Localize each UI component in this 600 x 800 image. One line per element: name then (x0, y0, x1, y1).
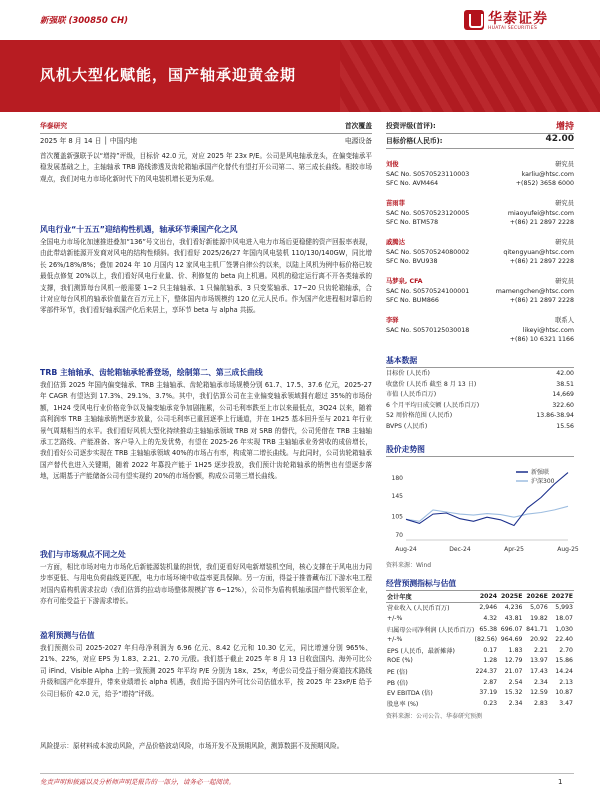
y-tick-label: 145 (391, 492, 403, 500)
table-cell: 15.32 (504, 689, 523, 697)
basic-data-label: 52 周价格范围 (人民币) (386, 412, 453, 419)
table-cell: 4,236 (504, 604, 523, 612)
table-cell: 归属母公司净利润 (人民币百万) (387, 626, 475, 634)
table-cell: (82.56) (474, 636, 498, 644)
table-cell: EPS (人民币，最新摊薄) (387, 647, 455, 655)
table-cell: 2.54 (508, 678, 523, 686)
table-cell: 841.71 (526, 625, 548, 633)
table-cell: 1,030 (555, 625, 573, 633)
table-cell: 696.07 (500, 625, 523, 633)
section-text-1: 全国电力市场化加速推进叠加“136”号文出台，我们看好新能源中风电进入电力市场后更稳健的资产回报率表现，由此带动新能源开发商对风电的结构性倾斜。我们看好 2025/26/27 年国内风电装机 110/130/140GW，同比增长 26%/18%/8%；叠加 2024 年 10 月国内 12 家风电主机厂签署自律公约以来，以陆上风机为例中标价格已较最低点修复 20%以上，我们看好风电行业量、价、利修复的 beta 向上机遇。风机的稳定运行离不开各类轴承的支撑，我们测算每台风机一般需要 1~2 只主轴轴承、1 只偏航轴承、3 只变桨轴承、17~20 只齿轮箱轴承，合计对应每台风机的轴承价值量在百万元上下，整体国内市场规模约 120 亿元人民币。作为国产化进程相对靠后的零部件环节，我们看好轴承国产化后来居上，享环节 beta 与 alpha 共振。 (40, 238, 372, 315)
basic-data-row (386, 422, 574, 433)
x-tick-label: Aug-25 (557, 546, 579, 553)
table-cell: 964.69 (500, 636, 523, 644)
table-row (386, 677, 574, 688)
logo-mark-icon (464, 10, 484, 30)
analyst-email: mamengchen@htsc.com (495, 287, 574, 295)
table-cell: 股息率 (%) (387, 700, 419, 708)
analyst-email: qitengyuan@htsc.com (503, 248, 574, 256)
analyst-phone: +(86) 21 2897 2228 (509, 297, 574, 304)
table-header-cell: 会计年度 (386, 591, 472, 602)
table-cell: 0.23 (483, 699, 498, 707)
basic-data-row (386, 401, 574, 412)
x-tick-label: Aug-24 (395, 546, 417, 553)
table-row (386, 698, 574, 709)
table-header-row (386, 591, 574, 602)
table-cell: 1.83 (508, 646, 523, 654)
footer-divider (40, 773, 574, 774)
basic-data-table (386, 369, 574, 432)
table-cell: 2.87 (483, 678, 498, 686)
section-text-4: 我们预测公司 2025-2027 年归母净利润为 6.96 亿元、8.42 亿元和 10.30 亿元，同比增速分别 965%、21%、22%，对应 EPS 为 1.83、2.21、2.70 元/股。我们基于截止 2025 年 8 月 13 日收盘国内、海外可比公司 iFind、Visible Alpha 上的一致预测 2025 年平均 P/E 分别为 18x、25x，考虑公司受益于细分赛道技术路线升级和国产化率提升，带来业绩增长 alpha 机遇，我们给予国内外可比公司估值水平，按 2025 年 23xP/E 给予公司目标价 42.0 元，给予“增持”评级。 (40, 644, 372, 698)
target-label: 目标价格(人民币): (386, 137, 443, 145)
chart-title: 股价走势图 (386, 445, 425, 454)
analyst-sac: SAC No. S0570524080002 (386, 248, 470, 256)
table-cell: +/-% (387, 614, 403, 622)
table-cell: EV EBITDA (倍) (387, 690, 433, 698)
analyst-sfc: SFC No. BVU938 (386, 258, 438, 265)
section-heading-4: 盈利预测与估值 (40, 631, 95, 640)
table-header-cell: 2026E (523, 591, 548, 602)
basic-data-row (386, 380, 574, 391)
basic-data-label: 市值 (人民币百万) (386, 391, 437, 398)
sector-label: 电源设备 (344, 137, 372, 145)
divider (386, 456, 574, 457)
chart-source: 资料来源：Wind (386, 562, 432, 569)
analyst-sac: SAC No. S0570523110003 (386, 170, 470, 178)
analyst-role: 研究员 (555, 278, 574, 285)
x-tick-label: Apr-25 (504, 546, 524, 553)
analyst-name: 李驿 (386, 317, 399, 324)
forecast-table (386, 591, 574, 709)
table-cell: PE (倍) (387, 668, 408, 676)
basic-data-value: 13.86-38.94 (536, 412, 574, 419)
table-cell: 15.86 (555, 657, 573, 665)
analyst-role: 研究员 (555, 161, 574, 168)
table-cell: 2.83 (534, 699, 548, 707)
table-cell: 5,993 (555, 604, 573, 612)
analyst-phone: +(86) 10 6321 1166 (509, 336, 574, 343)
table-row (386, 645, 574, 656)
table-cell: 43.81 (504, 614, 523, 622)
stock-code: 新强联 (300850 CH) (40, 16, 129, 26)
basic-data-value: 14,669 (552, 391, 574, 398)
table-cell: 37.19 (479, 689, 498, 697)
table-cell: 3.47 (559, 699, 573, 707)
table-cell: 0.17 (483, 646, 498, 654)
table-cell: 2,946 (479, 604, 498, 612)
analyst-phone: +(852) 3658 6000 (515, 180, 574, 187)
table-header-cell: 2025E (498, 591, 523, 602)
basic-data-row (386, 411, 574, 422)
huatai-logo (464, 8, 574, 36)
x-tick-label: Dec-24 (449, 546, 471, 553)
analyst-sac: SAC No. S0570523120005 (386, 209, 470, 217)
footer-disclaimer: 免责声明和披露以及分析师声明是报告的一部分，请务必一起阅读。 (40, 778, 235, 786)
brand-name-cn: 华泰证券 (488, 11, 548, 27)
table-cell: 22.40 (555, 636, 573, 644)
basic-data-value: 38.51 (556, 380, 574, 388)
rating-value: 增持 (555, 122, 574, 132)
basic-data-value: 15.56 (556, 422, 574, 430)
analyst-card (386, 199, 574, 238)
y-tick-label: 105 (391, 513, 403, 521)
table-cell: 13.97 (530, 657, 548, 665)
brand-name-en: HUATAI SECURITIES (488, 26, 538, 31)
table-cell: ROE (%) (387, 657, 413, 665)
analyst-sfc: SFC No. BUM866 (386, 297, 439, 304)
analyst-sac: SAC No. S0570524100001 (386, 287, 470, 295)
research-label: 华泰研究 (40, 122, 68, 130)
basic-data-row (386, 390, 574, 401)
analyst-role: 联系人 (555, 317, 574, 324)
table-cell: 10.87 (555, 689, 573, 697)
basic-data-title: 基本数据 (386, 356, 418, 365)
analyst-card (386, 160, 574, 199)
analyst-sfc: SFC No. BTM578 (386, 219, 439, 226)
target-price: 42.00 (545, 134, 574, 144)
basic-data-label: BVPS (人民币) (386, 422, 428, 430)
report-title: 风机大型化赋能，国产轴承迎黄金期 (40, 66, 297, 84)
table-header-cell: 2027E (549, 591, 574, 602)
table-cell: 14.24 (555, 667, 573, 675)
basic-data-row (386, 369, 574, 380)
forecast-source: 资料来源：公司公告、华泰研究预测 (386, 713, 483, 720)
table-cell: 65.38 (479, 625, 498, 633)
section-heading-2: TRB 主轴轴承、齿轮箱轴承轮番登场，绘制第二、第三成长曲线 (40, 368, 263, 377)
analyst-email: karliu@htsc.com (521, 170, 574, 178)
divider (386, 367, 574, 368)
table-row (386, 666, 574, 677)
section-text-3: 一方面，相比市场对电力市场化后新能源装机量的担忧，我们更看好风电新增装机空间，核心支撑在于风电出力同步率更低、与用电负荷曲线更匹配，电力市场环境中收益率更具保障。另一方面，得益于推普藏布江下游水电工程对国内盾构机需求拉动（我们估算约拉动市场整体规模扩容 6~12%），公司作为盾构机轴承国产替代领军企业，亦有可能受益于下游需求增长。 (40, 563, 372, 606)
analyst-name: 马梦泉, CFA (386, 278, 423, 285)
divider (40, 133, 372, 134)
y-tick-label: 70 (395, 531, 403, 539)
section-heading-1: 风电行业“十五五”迎结构性机遇，轴承环节乘国产化之风 (40, 225, 238, 234)
legend-label: 沪深300 (531, 478, 555, 485)
y-tick-label: 180 (391, 474, 403, 482)
coverage-label: 首次覆盖 (344, 122, 372, 130)
table-cell: 2.21 (534, 646, 548, 654)
table-cell: +/-% (387, 636, 403, 644)
analyst-role: 研究员 (555, 200, 574, 207)
analyst-phone: +(86) 21 2897 2228 (509, 219, 574, 226)
stock-price-chart (386, 458, 579, 556)
basic-data-label: 收盘价 (人民币 截至 8 月 13 日) (386, 380, 477, 388)
table-cell: 12.79 (504, 657, 523, 665)
table-cell: 12.59 (530, 689, 548, 697)
table-cell: 19.82 (530, 614, 548, 622)
table-cell: 2.34 (508, 699, 523, 707)
table-cell: 5,076 (530, 604, 548, 612)
table-cell: 224.37 (475, 667, 498, 675)
section-text-2: 我们估算 2025 年国内偏变轴承、TRB 主轴轴承、齿轮箱轴承市场规模分别 61.7、17.5、37.6 亿元，2025-27 年 CAGR 有望达到 17.3%、29.1%、3.7%。其中，我们估算公司在主业偏变轴承领域拥有超过 35%的市场份额，1H24 受风电行业价格竞争以及偏变轴承竞争加剧拖累，公司毛利率跌至上市以来最低点，3Q24 以来，随着高利润率 TRB 主轴轴承销售逐步放量，公司毛利率已重回逐季上行通道，并在 1H25 基本回升至与 2021 年行业景气周期相当的水平。我们看好风机大型化持续推动主轴轴承领域 TRB 对 SRB 的替代，公司凭借在 TRB 主轴轴承工艺路线、产能准备、客户导入上的先发优势，有望在 2025-26 年实现 TRB 主轴轴承业务营收的成倍增长，我们看好公司逐步实现在 TRB 主轴轴承领域 40%的市场占有率，构成第二增长曲线。与此同时，公司齿轮箱轴承国产替代也进入关键期，随着 2022 年募投产能于 1H25 逐步投放，我们预计齿轮箱轴承的销售也有望逐步落地，远期基于产能储备公司有望实现约 20%的市场份额，构成公司第三增长曲线。 (40, 381, 372, 481)
table-cell: 1.28 (483, 657, 498, 665)
table-cell: PB (倍) (387, 679, 408, 687)
basic-data-label: 6 个月平均日成交额 (人民币百万) (386, 401, 480, 409)
basic-data-value: 322.60 (552, 401, 574, 409)
table-row (386, 613, 574, 624)
forecast-title: 经营预测指标与估值 (386, 579, 457, 588)
analyst-email: miaoyufei@htsc.com (507, 209, 574, 217)
table-cell: 4.32 (483, 614, 498, 622)
table-cell: 2.70 (559, 646, 573, 654)
table-cell: 18.07 (555, 614, 573, 622)
analyst-sfc: SFC No. AVM464 (386, 180, 439, 187)
analyst-sac: SAC No. S0570125030018 (386, 326, 470, 334)
table-row (386, 624, 574, 635)
table-cell: 2.13 (559, 678, 573, 686)
section-heading-3: 我们与市场观点不同之处 (40, 550, 126, 559)
divider (386, 148, 574, 149)
rating-label: 投资评级(首评): (386, 122, 436, 130)
table-cell: 2.34 (534, 678, 548, 686)
analyst-phone: +(86) 21 2897 2228 (509, 258, 574, 265)
table-row (386, 634, 574, 645)
basic-data-value: 42.00 (556, 370, 574, 377)
risk-note: 风险提示：原材料成本波动风险，产品价格波动风险，市场开发不及预期风险，测算数据不及预期风险。 (40, 742, 344, 750)
table-header-cell: 2024 (472, 591, 498, 602)
table-row (386, 656, 574, 667)
table-cell: 20.92 (530, 636, 548, 644)
table-cell: 营业收入 (人民币百万) (387, 605, 450, 613)
intro-paragraph: 首次覆盖新强联予以“增持”评级，目标价 42.0 元，对应 2025 年 23x P/E。公司是风电轴承龙头，在偏变轴承平稳发展基础之上，主轴轴承 TRB 路线渗透及齿轮箱轴承国产化替代有望打开公司第二、第三成长曲线。相较市场观点，我们对电力市场化新时代下的风电装机增长更为乐观。 (40, 152, 372, 183)
analyst-name: 苗雨菲 (386, 200, 405, 207)
table-cell: 21.07 (504, 667, 523, 675)
table-row (386, 687, 574, 698)
analyst-card (386, 238, 574, 277)
analyst-email: likeyi@htsc.com (522, 326, 574, 334)
table-row (386, 602, 574, 613)
analyst-list (386, 160, 574, 355)
basic-data-label: 目标价 (人民币) (386, 370, 430, 377)
legend-label: 新强联 (531, 469, 550, 476)
table-cell: 17.43 (530, 667, 548, 675)
analyst-card (386, 316, 574, 355)
analyst-role: 研究员 (555, 239, 574, 246)
analyst-card (386, 277, 574, 316)
date-line: 2025 年 8 月 14 日 │ 中国内地 (40, 137, 138, 145)
page-number: 1 (558, 778, 563, 786)
analyst-name: 戚腾达 (386, 239, 405, 246)
analyst-name: 刘俊 (386, 161, 399, 168)
series-line (406, 506, 568, 521)
